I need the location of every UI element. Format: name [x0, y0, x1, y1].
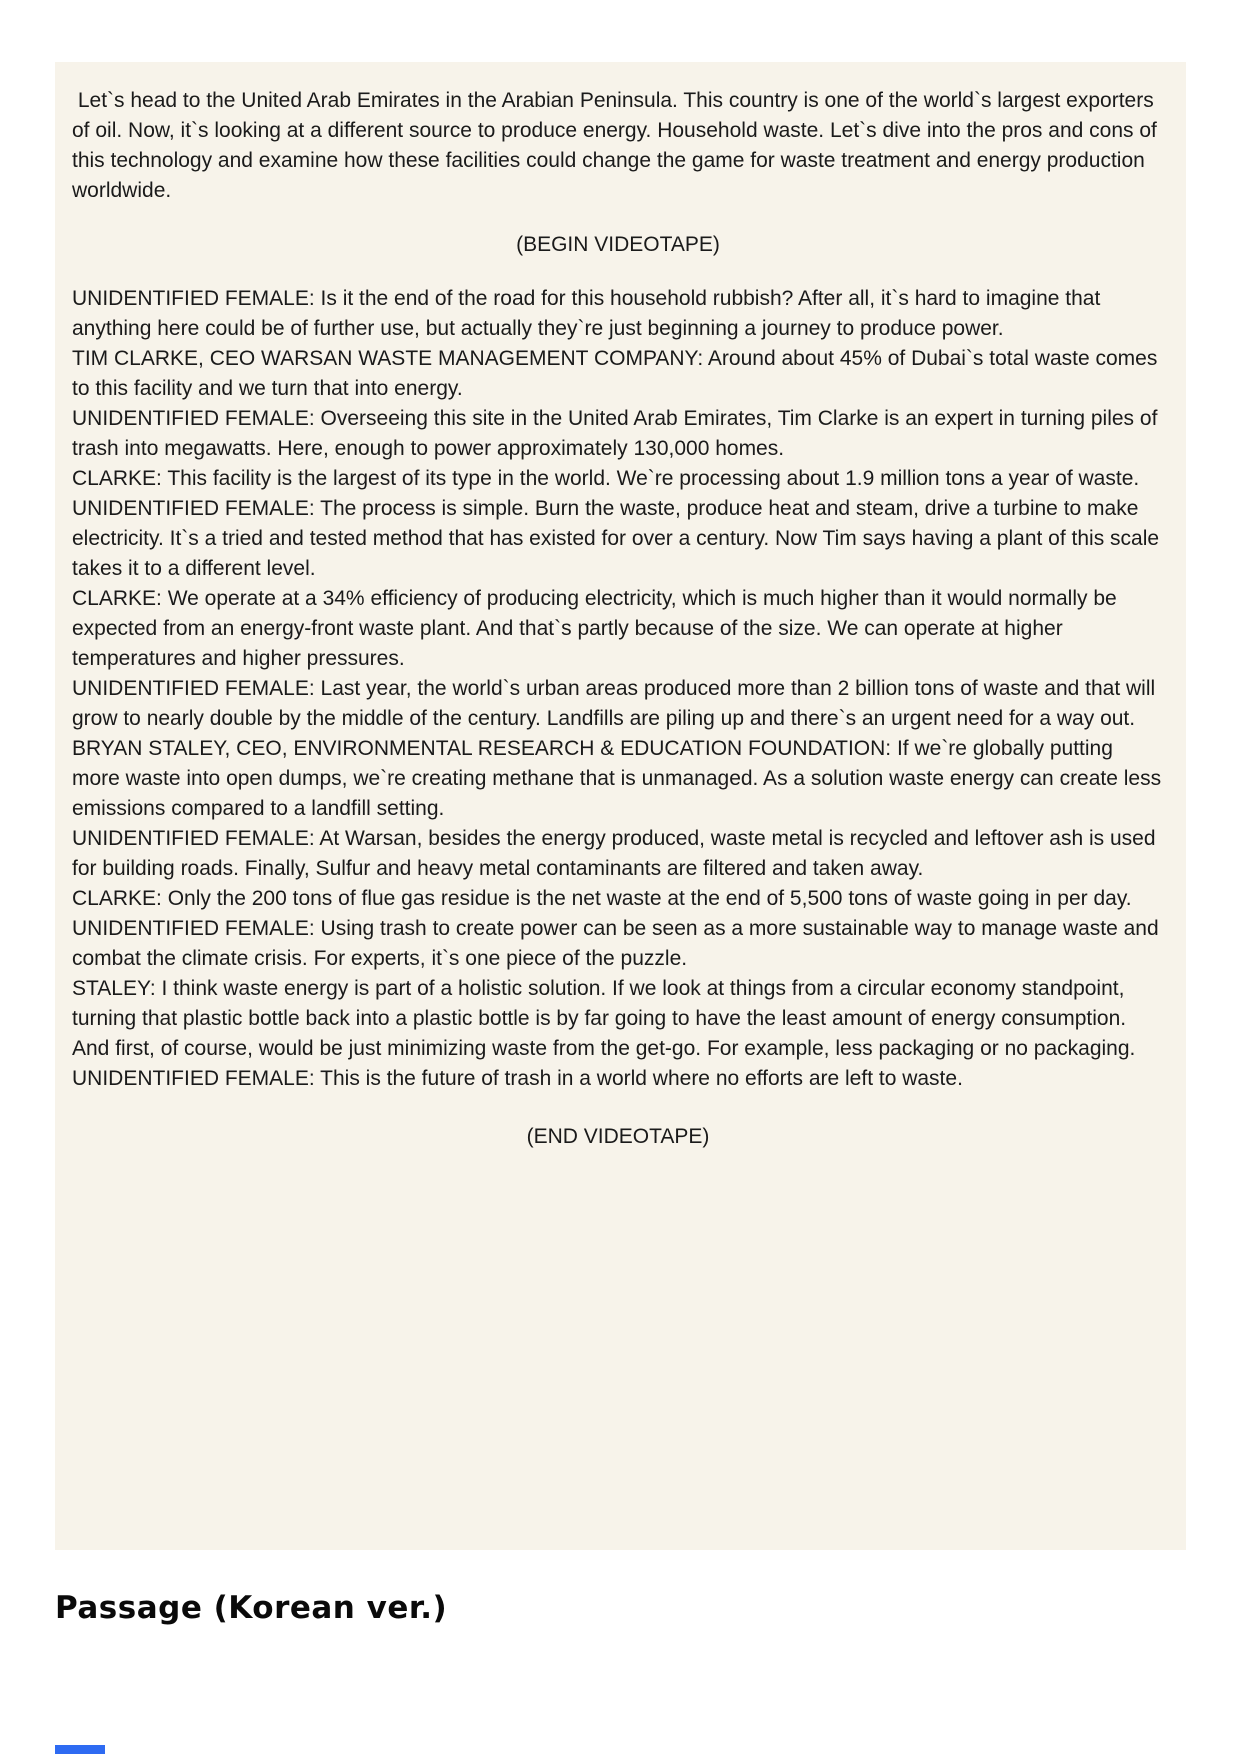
transcript-paragraph: TIM CLARKE, CEO WARSAN WASTE MANAGEMENT COMPANY: Around about 45% of Dubai`s total waste comes to this facility and we turn that into energy.: [72, 347, 1164, 400]
transcript-paragraph: BRYAN STALEY, CEO, ENVIRONMENTAL RESEARCH & EDUCATION FOUNDATION: If we`re globally putting more waste into open dumps, we`re creating methane that is unmanaged. As a solution waste energy can create less emissions compared to a landfill setting.: [72, 737, 1167, 820]
transcript-paragraph: UNIDENTIFIED FEMALE: Last year, the world`s urban areas produced more than 2 billion tons of waste and that will grow to nearly double by the middle of the century. Landfills are piling up and there`s an urgent need for a way out.: [72, 677, 1162, 730]
transcript-paragraph: UNIDENTIFIED FEMALE: Overseeing this site in the United Arab Emirates, Tim Clarke is an expert in turning piles of trash into megawatts. Here, enough to power approximately 130,000 homes.: [72, 407, 1164, 460]
begin-videotape-marker: (BEGIN VIDEOTAPE): [516, 233, 720, 256]
transcript-paragraph: UNIDENTIFIED FEMALE: Is it the end of the road for this household rubbish? After all, it`s hard to imagine that anything here could be of further use, but actually they`re just beginning a journey to produce power.: [72, 287, 1107, 340]
korean-version-heading: Passage (Korean ver.): [55, 1590, 448, 1626]
passage-intro: Let`s head to the United Arab Emirates in the Arabian Peninsula. This country is one of the world`s largest exporters of oil. Now, it`s looking at a different source to produce energy. Household waste. Let`s dive into the pros and cons of this technology and examine how these facilities could change the game for waste treatment and energy production worldwide.: [72, 89, 1163, 202]
transcript-paragraph: STALEY: I think waste energy is part of a holistic solution. If we look at things from a circular economy standpoint, turning that plastic bottle back into a plastic bottle is by far going to have the least amount of energy consumption. And first, of course, would be just minimizing waste from the get-go. For example, less packaging or no packaging.: [72, 977, 1136, 1060]
transcript: [72, 284, 1167, 1094]
transcript-paragraph: UNIDENTIFIED FEMALE: This is the future of trash in a world where no efforts are left to waste.: [72, 1067, 963, 1090]
end-videotape-marker: (END VIDEOTAPE): [526, 1125, 710, 1148]
transcript-paragraph: UNIDENTIFIED FEMALE: The process is simple. Burn the waste, produce heat and steam, drive a turbine to make electricity. It`s a tried and tested method that has existed for over a century. Now Tim says having a plant of this scale takes it to a different level.: [72, 497, 1165, 580]
transcript-paragraph: CLARKE: Only the 200 tons of flue gas residue is the net waste at the end of 5,500 tons of waste going in per day.: [72, 887, 1132, 910]
transcript-paragraph: UNIDENTIFIED FEMALE: At Warsan, besides the energy produced, waste metal is recycled and leftover ash is used for building roads. Finally, Sulfur and heavy metal contaminants are filtered and taken away.: [72, 827, 1162, 880]
korean-passage-accent-bar: [55, 1745, 105, 1754]
passage-box: [55, 62, 1186, 1550]
transcript-paragraph: CLARKE: This facility is the largest of its type in the world. We`re processing about 1.9 million tons a year of waste.: [72, 467, 1140, 490]
transcript-paragraph: UNIDENTIFIED FEMALE: Using trash to create power can be seen as a more sustainable way to manage waste and combat the climate crisis. For experts, it`s one piece of the puzzle.: [72, 917, 1165, 970]
transcript-paragraph: CLARKE: We operate at a 34% efficiency of producing electricity, which is much higher than it would normally be expected from an energy-front waste plant. And that`s partly because of the size. We can operate at higher temperatures and higher pressures.: [72, 587, 1123, 670]
